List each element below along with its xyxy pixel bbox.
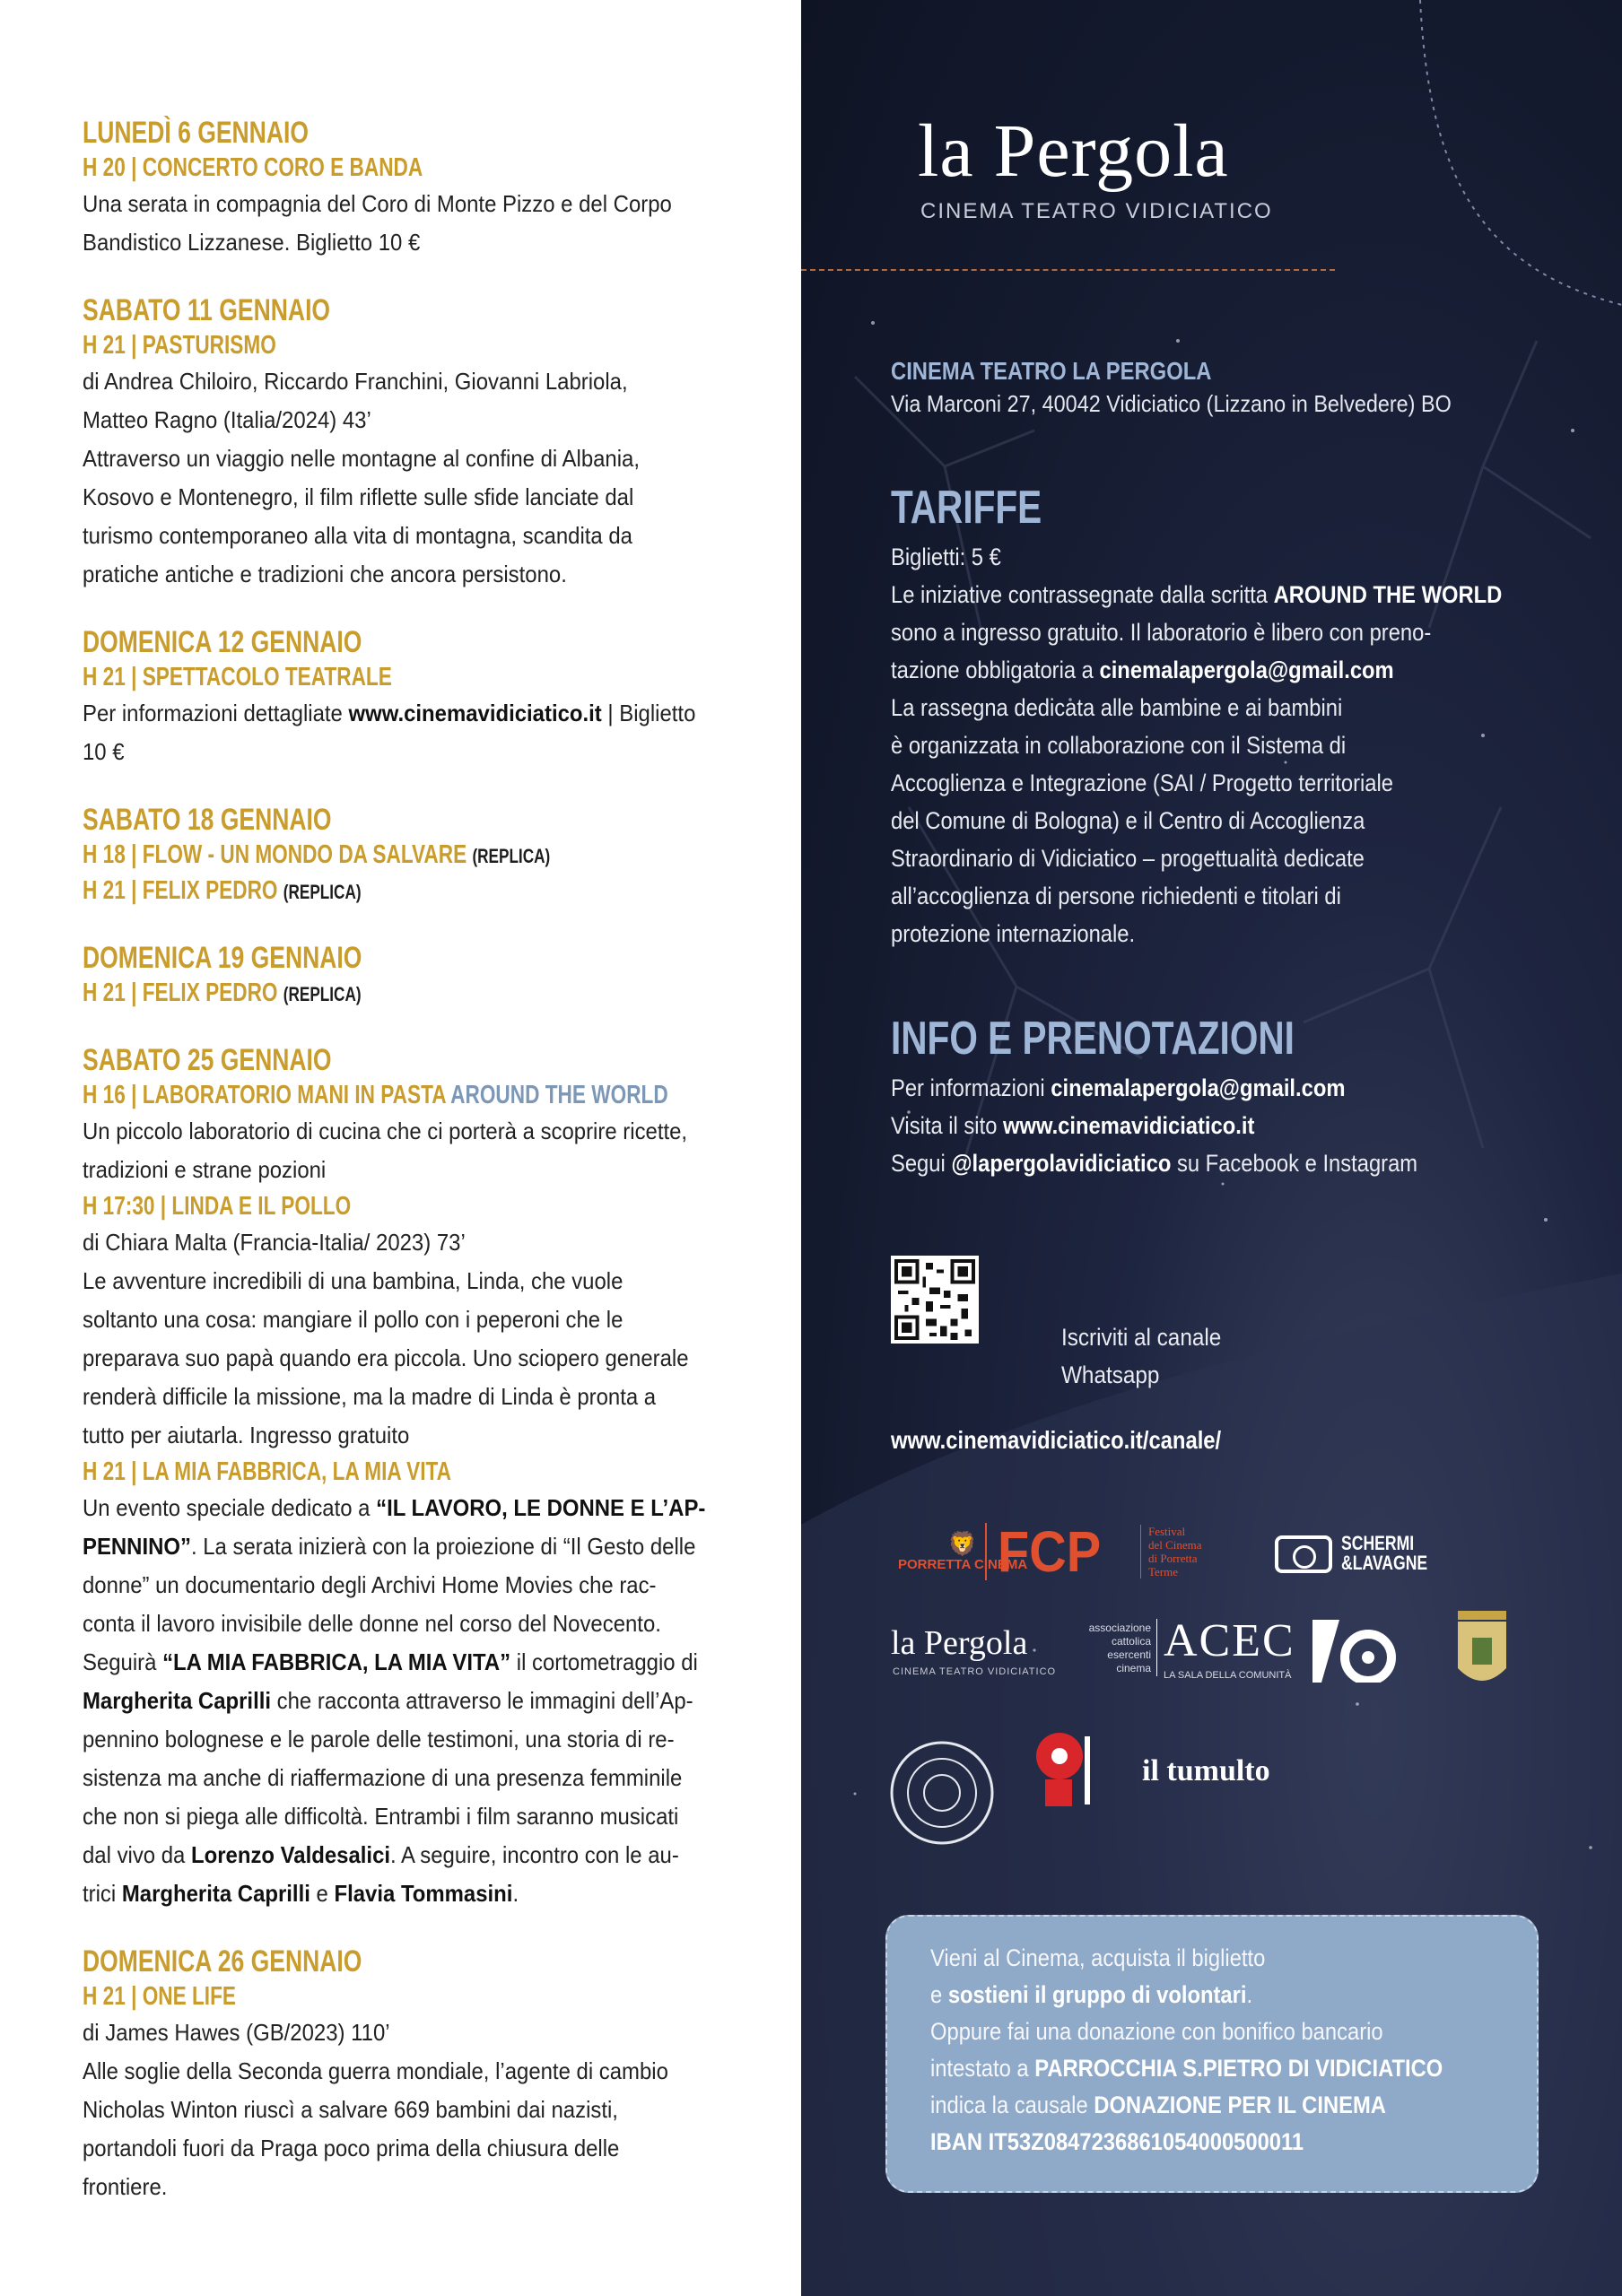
slot-description-line: frontiere. xyxy=(83,2173,168,2200)
info-line: Segui @lapergolavidiciatico su Facebook e Instagram xyxy=(891,1150,1418,1177)
event-slot: H 21 | SPETTACOLO TEATRALE xyxy=(83,663,392,691)
slot-description-line: donne” un documentario degli Archivi Home Movies che rac- xyxy=(83,1571,657,1598)
acec-divider xyxy=(1156,1619,1157,1676)
tariffe-line: sono a ingresso gratuito. Il laboratorio è libero con preno- xyxy=(891,619,1432,646)
brand-subtitle: CINEMA TEATRO VIDICIATICO xyxy=(920,199,1273,223)
slot-time: H 21 xyxy=(83,1982,126,2011)
donation-line: intestato a PARROCCHIA S.PIETRO DI VIDICIATICO xyxy=(930,2055,1443,2082)
slot-description-line: Le avventure incredibili di una bambina, Linda, che vuole xyxy=(83,1267,624,1294)
replica-note: (REPLICA) xyxy=(283,983,362,1005)
donation-line: Oppure fai una donazione con bonifico bancario xyxy=(930,2018,1383,2045)
slot-title: CONCERTO CORO E BANDA xyxy=(142,153,423,182)
slot-description-line: di Andrea Chiloiro, Riccardo Franchini, Giovanni Labriola, xyxy=(83,368,628,395)
program-list xyxy=(83,115,736,2237)
slot-title: FLOW - UN MONDO DA SALVARE xyxy=(142,840,467,869)
slot-description-line: turismo contemporaneo alla vita di montagna, scandita da xyxy=(83,522,632,549)
slot-description-line: di Chiara Malta (Francia-Italia/ 2023) 73’ xyxy=(83,1229,466,1256)
slot-time: H 20 xyxy=(83,153,126,182)
pergola-small-logo: la Pergola xyxy=(891,1624,1028,1662)
acec-association-text: associazione cattolica esercenti cinema xyxy=(1088,1622,1151,1674)
tariffe-heading: TARIFFE xyxy=(891,482,1042,534)
event-slot: H 21 | FELIX PEDRO (REPLICA) xyxy=(83,978,362,1007)
slot-description-line: di James Hawes (GB/2023) 110’ xyxy=(83,2019,390,2046)
info-column xyxy=(801,0,1622,2296)
fcp-subtitle: Festival del Cinema di Porretta Terme xyxy=(1140,1525,1202,1578)
tariffe-line: protezione internazionale. xyxy=(891,920,1136,947)
whatsapp-label xyxy=(1061,1318,1221,1394)
slot-time: H 21 xyxy=(83,876,126,905)
program-column xyxy=(0,0,801,2296)
info-heading: INFO E PRENOTAZIONI xyxy=(891,1013,1295,1065)
event-date: DOMENICA 26 GENNAIO xyxy=(83,1944,362,1979)
slot-title: LA MIA FABBRICA, LA MIA VITA xyxy=(142,1457,451,1486)
whatsapp-label-line1: Iscriviti al canale xyxy=(1061,1324,1222,1351)
info-block xyxy=(891,1012,1489,1182)
whatsapp-qr-code[interactable] xyxy=(891,1256,979,1344)
slot-time: H 18 xyxy=(83,840,126,869)
slot-description-line: trici Margherita Caprilli e Flavia Tommasini. xyxy=(83,1880,519,1907)
slot-description-line: Un evento speciale dedicato a “IL LAVORO, LE DONNE E L’AP- xyxy=(83,1494,706,1521)
event-slot: H 21 | PASTURISMO xyxy=(83,331,276,360)
slot-title: PASTURISMO xyxy=(142,331,276,360)
slot-description-line: che non si piega alle difficoltà. Entrambi i film saranno musicati xyxy=(83,1803,679,1830)
tariffe-line: è organizzata in collaborazione con il Sistema di xyxy=(891,732,1347,759)
venue-address: Via Marconi 27, 40042 Vidiciatico (Lizzano in Belvedere) BO xyxy=(891,390,1452,417)
slot-description-line: tradizioni e strane pozioni xyxy=(83,1156,327,1183)
pro-loco-vidiciatico-seal-icon xyxy=(889,1740,995,1846)
event-slot: H 18 | FLOW - UN MONDO DA SALVARE (REPLICA) xyxy=(83,840,551,869)
fcp-logo: FCP xyxy=(985,1523,1112,1580)
porretta-cinema-logo: 🦁 PORRETTA CINEMA xyxy=(898,1530,1028,1572)
program-event xyxy=(83,1944,736,2206)
info-line: Visita il sito www.cinemavidiciatico.it xyxy=(891,1112,1255,1139)
film-camera-logo-icon xyxy=(1025,1724,1115,1813)
venue-name: CINEMA TEATRO LA PERGOLA xyxy=(891,357,1212,385)
divider xyxy=(801,269,1335,271)
slot-description-line: portandoli fuori da Praga poco prima della chiusura delle xyxy=(83,2135,620,2161)
around-the-world-tag: AROUND THE WORLD xyxy=(450,1081,668,1109)
event-slot: H 20 | CONCERTO CORO E BANDA xyxy=(83,153,423,182)
tariffe-line: all’accoglienza di persone richiedenti e titolari di xyxy=(891,883,1341,909)
il-tumulto-logo: il tumulto xyxy=(1142,1754,1270,1787)
slot-title: FELIX PEDRO xyxy=(142,876,278,905)
tariffe-line: Le iniziative contrassegnate dalla scritta AROUND THE WORLD xyxy=(891,581,1503,608)
slot-description-line: preparava suo papà quando era piccola. Uno sciopero generale xyxy=(83,1344,689,1371)
event-date: SABATO 25 GENNAIO xyxy=(83,1043,332,1077)
tariffe-line: Accoglienza e Integrazione (SAI / Progetto territoriale xyxy=(891,770,1393,796)
event-date: SABATO 11 GENNAIO xyxy=(83,293,331,327)
event-slot: H 21 | FELIX PEDRO (REPLICA) xyxy=(83,876,362,905)
slot-description-line: Kosovo e Montenegro, il film riflette sulle sfide lanciate dal xyxy=(83,483,634,510)
slot-description-line: Nicholas Winton riuscì a salvare 669 bambini dai nazisti, xyxy=(83,2096,618,2123)
acec-subtitle: LA SALA DELLA COMUNITÀ xyxy=(1164,1670,1292,1681)
donation-line: e sostieni il gruppo di volontari. xyxy=(930,1981,1253,2008)
slot-title: FELIX PEDRO xyxy=(142,978,278,1007)
replica-note: (REPLICA) xyxy=(472,845,551,867)
slot-description-line: Seguirà “LA MIA FABBRICA, LA MIA VITA” il cortometraggio di xyxy=(83,1648,698,1675)
slot-title: SPETTACOLO TEATRALE xyxy=(142,663,392,691)
slot-title: LINDA E IL POLLO xyxy=(171,1192,352,1221)
event-date: DOMENICA 12 GENNAIO xyxy=(83,625,362,659)
event-slot: H 16 | LABORATORIO MANI IN PASTA AROUND THE WORLD xyxy=(83,1081,668,1109)
slot-description-line: Margherita Caprilli che racconta attraverso le immagini dell’Ap- xyxy=(83,1687,693,1714)
donation-line: indica la causale DONAZIONE PER IL CINEMA xyxy=(930,2092,1386,2118)
event-date: DOMENICA 19 GENNAIO xyxy=(83,941,362,975)
slot-time: H 21 xyxy=(83,978,126,1007)
slot-time: H 21 xyxy=(83,331,126,360)
slot-description-line: Un piccolo laboratorio di cucina che ci porterà a scoprire ricette, xyxy=(83,1118,688,1144)
event-date: LUNEDÌ 6 GENNAIO xyxy=(83,116,309,150)
event-slot: H 21 | LA MIA FABBRICA, LA MIA VITA xyxy=(83,1457,451,1486)
slot-description-line: pratiche antiche e tradizioni che ancora persistono. xyxy=(83,561,567,587)
slot-time: H 21 xyxy=(83,663,126,691)
program-event xyxy=(83,802,736,909)
program-event xyxy=(83,940,736,1012)
tariffe-line: tazione obbligatoria a cinemalapergola@gmail.com xyxy=(891,657,1394,683)
whatsapp-label-line2: Whatsapp xyxy=(1061,1361,1160,1388)
venue-block xyxy=(891,357,1513,422)
slot-description-line: tutto per aiutarla. Ingresso gratuito xyxy=(83,1422,410,1448)
slot-time: H 17:30 xyxy=(83,1192,155,1221)
donation-line: Vieni al Cinema, acquista il biglietto xyxy=(930,1944,1266,1971)
tariffe-text xyxy=(891,538,1585,952)
slot-description-line: Bandistico Lizzanese. Biglietto 10 € xyxy=(83,229,421,256)
program-event xyxy=(83,1042,736,1913)
slot-description-line: PENNINO”. La serata inizierà con la proiezione di “Il Gesto delle xyxy=(83,1533,696,1560)
pergola-small-subtitle: CINEMA TEATRO VIDICIATICO xyxy=(893,1666,1057,1677)
tariffe-line: La rassegna dedicata alle bambine e ai bambini xyxy=(891,694,1343,721)
event-slot: H 17:30 | LINDA E IL POLLO xyxy=(83,1192,352,1221)
schermi-lavagne-icon xyxy=(1275,1535,1332,1573)
tariffe-line: del Comune di Bologna) e il Centro di Accoglienza xyxy=(891,807,1365,834)
program-event xyxy=(83,292,736,594)
slot-title: LABORATORIO MANI IN PASTA xyxy=(142,1081,446,1109)
program-event xyxy=(83,624,736,771)
tariffe-line: Straordinario di Vidiciatico – progettualità dedicate xyxy=(891,845,1365,872)
slot-time: H 16 xyxy=(83,1081,126,1109)
donation-line: IBAN IT53Z0847236861054000500011 xyxy=(930,2128,1304,2155)
acec-logo: ACEC xyxy=(1164,1615,1295,1666)
municipal-coat-of-arms-icon xyxy=(1454,1605,1510,1695)
slot-time: H 21 xyxy=(83,1457,126,1486)
acec-film-reel-icon xyxy=(1312,1620,1402,1683)
slot-description-line: Alle soglie della Seconda guerra mondiale, l’agente di cambio xyxy=(83,2057,668,2084)
slot-description-line: Matteo Ragno (Italia/2024) 43’ xyxy=(83,406,371,433)
program-event xyxy=(83,115,736,262)
info-text xyxy=(891,1069,1489,1182)
slot-description-line: renderà difficile la missione, ma la madre di Linda è pronta a xyxy=(83,1383,657,1410)
slot-description-line: pennino bolognese e le parole delle testimoni, una storia di re- xyxy=(83,1726,675,1752)
info-line: Per informazioni cinemalapergola@gmail.com xyxy=(891,1074,1346,1101)
donation-box xyxy=(885,1915,1539,2193)
tariffe-block xyxy=(891,481,1585,952)
whatsapp-channel-link[interactable]: www.cinemavidiciatico.it/canale/ xyxy=(891,1426,1222,1454)
slot-description-line: Una serata in compagnia del Coro di Monte Pizzo e del Corpo xyxy=(83,190,672,217)
slot-description-line: conta il lavoro invisibile delle donne nel corso del Novecento. xyxy=(83,1610,661,1637)
event-date: SABATO 18 GENNAIO xyxy=(83,803,332,837)
event-slot: H 21 | ONE LIFE xyxy=(83,1982,237,2011)
brand-title: la Pergola xyxy=(918,109,1229,193)
slot-description-line: sistenza ma anche di riaffermazione di una presenza femminile xyxy=(83,1764,683,1791)
schermi-lavagne-logo: SCHERMI &LAVAGNE xyxy=(1341,1532,1428,1574)
slot-description-line: soltanto una cosa: mangiare il pollo con i peperoni che le xyxy=(83,1306,624,1333)
slot-description-line: Per informazioni dettagliate www.cinemavidiciatico.it | Biglietto xyxy=(83,700,696,726)
tariffe-line: Biglietti: 5 € xyxy=(891,544,1001,570)
slot-description-line: Attraverso un viaggio nelle montagne al confine di Albania, xyxy=(83,445,640,472)
slot-description-line: dal vivo da Lorenzo Valdesalici. A seguire, incontro con le au- xyxy=(83,1841,679,1868)
slot-title: ONE LIFE xyxy=(142,1982,237,2011)
replica-note: (REPLICA) xyxy=(283,881,362,903)
slot-description-line: 10 € xyxy=(83,738,125,765)
